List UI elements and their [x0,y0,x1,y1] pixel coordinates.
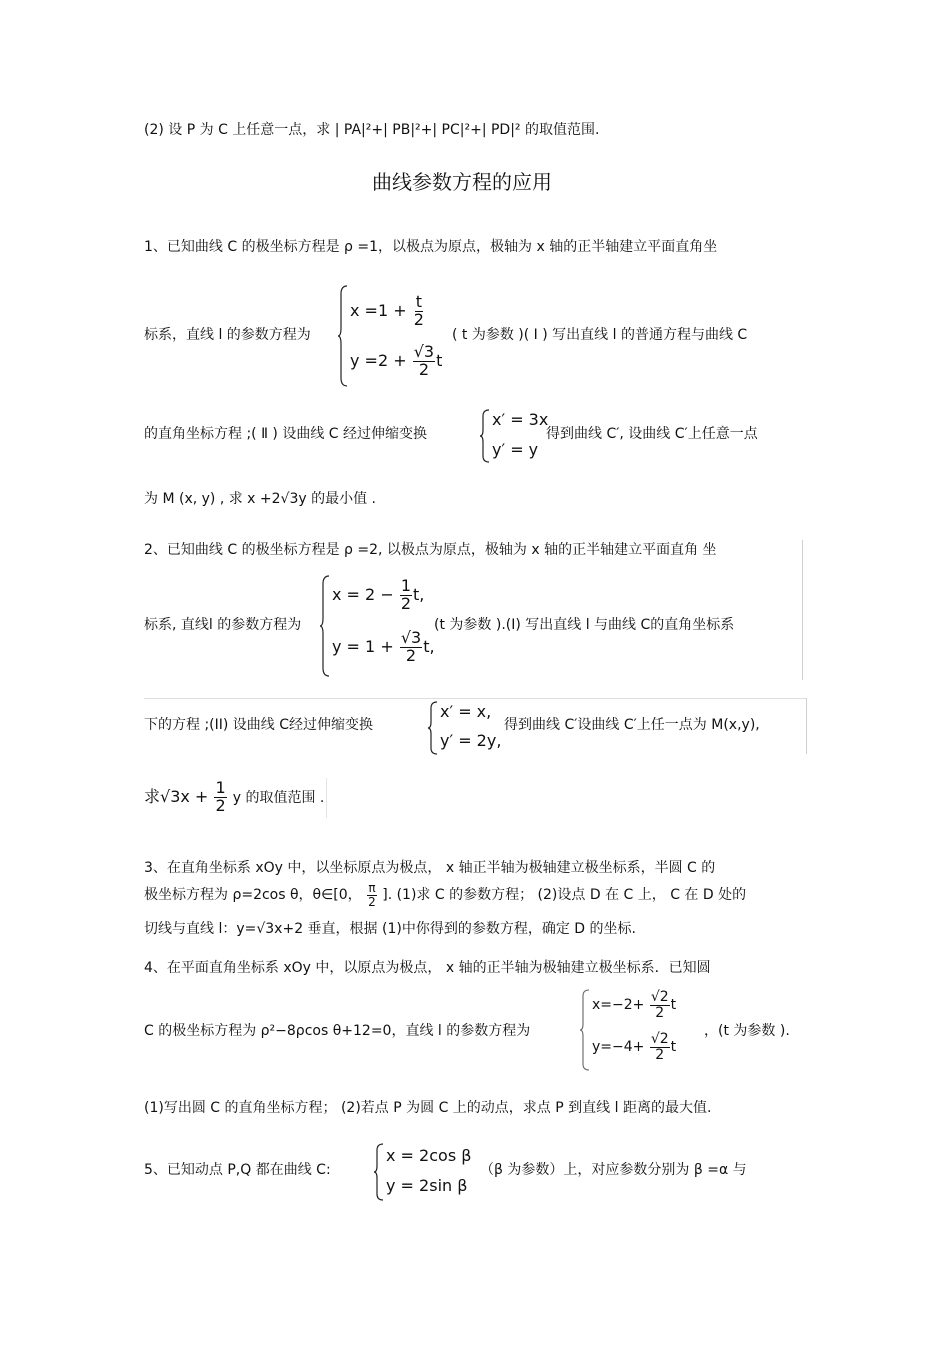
q4-line2-pre: C 的极坐标方程为 ρ²−8ρcos θ+12=0，直线 l 的参数方程为 [144,1023,531,1039]
q2-line3-post: 得到曲线 C′设曲线 C′上任一点为 M(x,y), [504,717,760,733]
fraction: $\frac{√3}{2}$ [413,342,435,379]
q1-line2-pre: 标系，直线 l 的参数方程为 [144,327,311,343]
fraction: $\frac{√2}{2}$ [650,1031,669,1063]
q4-line2-post: ，(t 为参数 ). [704,1023,790,1039]
left-brace-icon [428,700,438,756]
q1-parametric-system [338,284,448,388]
previous-question-part2: (2) 设 P 为 C 上任意一点，求 | PA|²+| PB|²+| PC|²+| PD|² 的取值范围. [144,122,600,138]
q2-line1: 2、已知曲线 C 的极坐标方程是 ρ =2, 以极点为原点，极轴为 x 轴的正半轴建立平面直角 坐 [144,542,717,558]
q4-eq-y: y=−4+ $\frac{√2}{2}$ t [592,1031,677,1063]
q5-line1-pre: 5、已知动点 P,Q 都在曲线 C: [144,1162,331,1178]
fraction: $\frac{t}{2}$ [413,292,424,329]
q2-eq-y: y = 1 + $\frac{√3}{2}$ t, [332,628,435,665]
table-border [326,778,327,818]
q2-line2-pre: 标系, 直线l 的参数方程为 [144,617,302,633]
left-brace-icon [320,574,330,678]
table-border [144,698,806,699]
q1-transform-y: y′ = y [492,440,539,459]
q1-line3-post: 得到曲线 C′, 设曲线 C′上任意一点 [546,426,758,442]
q1-transform-system [480,408,550,464]
q2-line2-post: (t 为参数 ).(I) 写出直线 l 与曲线 C的直角坐标系 [434,617,735,633]
q2-eq-x: x = 2 − $\frac{1}{2}$ t, [332,576,425,613]
q5-eq-x: x = 2cos β [386,1146,472,1165]
left-brace-icon [374,1142,384,1202]
left-brace-icon [338,284,348,388]
q1-line2-post: ( t 为参数 )( Ⅰ ) 写出直线 l 的普通方程与曲线 C [452,327,748,343]
q1-line3-pre: 的直角坐标方程 ;( Ⅱ ) 设曲线 C 经过伸缩变换 [144,426,428,442]
q4-line3: (1)写出圆 C 的直角坐标方程； (2)若点 P 为圆 C 上的动点，求点 P 到直线 l 距离的最大值. [144,1100,712,1116]
q1-eq-x: x =1 + $\frac{t}{2}$ [350,292,424,329]
q5-line1-post: （β 为参数）上，对应参数分别为 β =α 与 [480,1162,747,1178]
q3-line3: 切线与直线 l：y=√3x+2 垂直，根据 (1)中你得到的参数方程，确定 D 的坐标. [144,921,636,937]
fraction: $\frac{1}{2}$ [400,576,411,613]
fraction: $\frac{\pi}{2}$ [368,881,376,909]
q4-parametric-system [580,988,700,1072]
q1-transform-x: x′ = 3x [492,410,549,429]
table-border [802,540,803,680]
q2-line3-pre: 下的方程 ;(II) 设曲线 C经过伸缩变换 [144,717,374,733]
page-title: 曲线参数方程的应用 [372,170,552,194]
fraction: $\frac{√3}{2}$ [400,628,422,665]
q5-eq-y: y = 2sin β [386,1176,468,1195]
q2-parametric-system [320,574,435,678]
q1-eq-y: y =2 + $\frac{√3}{2}$ t [350,342,443,379]
q2-transform-x: x′ = x, [440,702,492,721]
left-brace-icon [580,988,590,1072]
q2-transform-y: y′ = 2y, [440,731,502,750]
fraction: $\frac{1}{2}$ [215,778,226,815]
q1-line4: 为 M (x, y) , 求 x +2√3y 的最小值 . [144,491,377,507]
q4-line1: 4、在平面直角坐标系 xOy 中，以原点为极点， x 轴的正半轴为极轴建立极坐标系．已知圆 [144,960,711,976]
q2-line4: 求√3x + $\frac{1}{2}$ y 的取值范围 . [144,778,325,815]
fraction: $\frac{√2}{2}$ [650,989,669,1021]
q2-transform-system [428,700,504,756]
table-border [806,698,807,754]
left-brace-icon [480,408,490,464]
q1-line1: 1、已知曲线 C 的极坐标方程是 ρ =1，以极点为原点，极轴为 x 轴的正半轴建立平面直角坐 [144,239,718,255]
q5-parametric-system [374,1142,474,1202]
q4-eq-x: x=−2+ $\frac{√2}{2}$ t [592,989,677,1021]
q3-line1: 3、在直角坐标系 xOy 中，以坐标原点为极点， x 轴正半轴为极轴建立极坐标系，半圆 C 的 [144,860,716,876]
q3-line2: 极坐标方程为 ρ=2cos θ，θ∈[0， $\frac{\pi}{2}$ ]. (1)求 C 的参数方程； (2)设点 D 在 C 上， C 在 D 处的 [144,881,747,909]
